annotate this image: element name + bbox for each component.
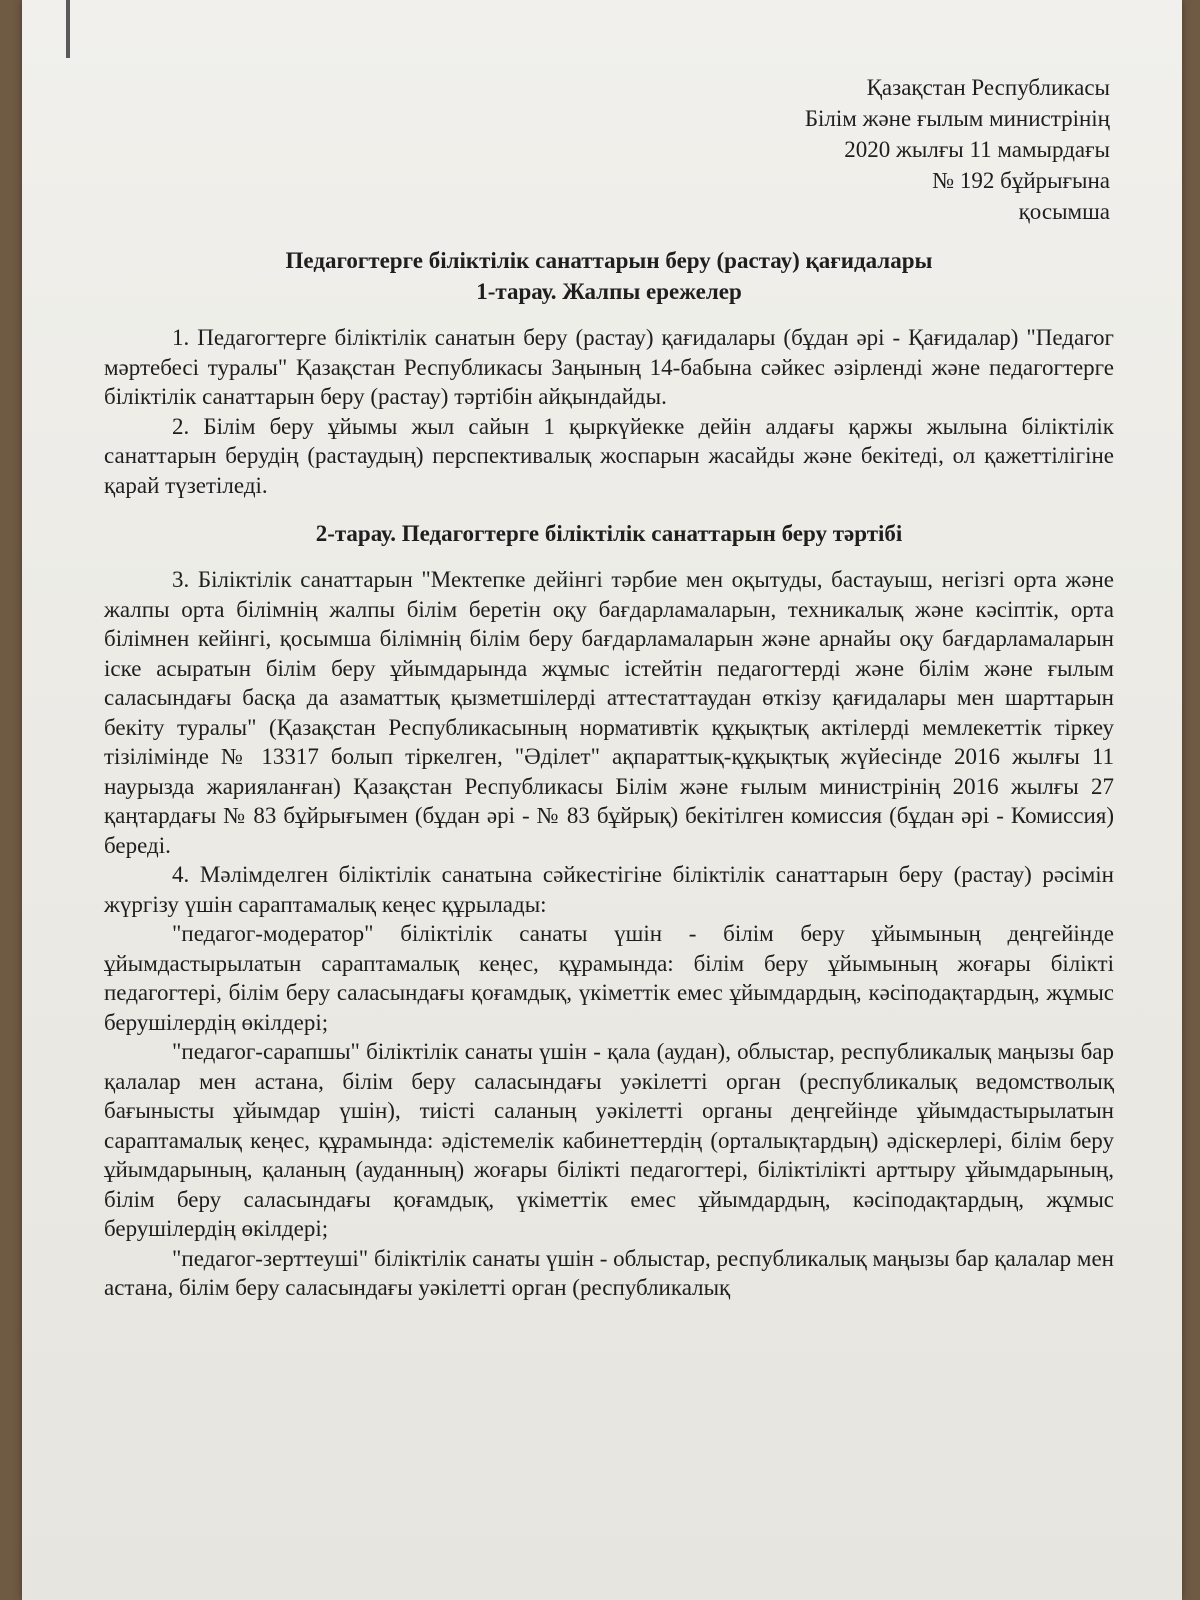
attachment-line: Қазақстан Республикасы	[866, 75, 1110, 100]
chapter-1-heading: 1-тарау. Жалпы ережелер	[476, 279, 742, 304]
paragraph-moderator: "педагог-модератор" біліктілік санаты үшін - білім беру ұйымының деңгейінде ұйымдастырылатын сараптамалық кеңес, құрамында: білім беру ұйымының жоғары білікті педагогтері, білім беру саласындағы қоғамдық, үкіметтік емес ұйымдардың, кәсіподақтардың, жұмыс берушілердің өкілдері;	[104, 921, 1114, 1035]
staple-mark	[66, 0, 70, 58]
attachment-line: Білім және ғылым министрінің	[804, 106, 1110, 131]
paragraph-expert: "педагог-сарапшы" біліктілік санаты үшін - қала (аудан), облыстар, республикалық маңызы бар қалалар мен астана, білім беру саласындағы уәкілетті орган (республикалық ведомстволық бағынысты ұйымдар үшін), тиісті саланың уәкілетті органы деңгейінде ұйымдастырылатын сараптамалық кеңес, құрамында: әдістемелік кабинеттердің (орталықтардың) әдіскерлері, білім беру ұйымдарының, қаланың (ауданның) жоғары білікті педагогтері, біліктілікті арттыру ұйымдарының, білім беру саласындағы қоғамдық, үкіметтік емес ұйымдардың, кәсіподақтардың, жұмыс берушілердің өкілдері;	[104, 1039, 1114, 1241]
attachment-line: қосымша	[1018, 199, 1110, 224]
attachment-header	[104, 72, 1110, 227]
paragraph-2: 2. Білім беру ұйымы жыл сайын 1 қыркүйекке дейін алдағы қаржы жылына біліктілік санаттарын берудің (растаудың) перспективалық жоспарын жасайды және бекітеді, ол қажеттілігіне қарай түзетіледі.	[104, 413, 1114, 498]
document-page	[22, 0, 1182, 1600]
chapter-2-body	[104, 565, 1114, 1303]
document-title: Педагогтерге біліктілік санаттарын беру (растау) қағидалары	[285, 248, 933, 273]
paragraph-4: 4. Мәлімделген біліктілік санатына сәйкестігіне біліктілік санаттарын беру (растау) рәсімін жүргізу үшін сараптамалық кеңес құрылады:	[104, 862, 1114, 917]
chapter-1-body	[104, 323, 1114, 500]
paragraph-1: 1. Педагогтерге біліктілік санатын беру (растау) қағидалары (бұдан әрі - Қағидалар) "Педагог мәртебесі туралы" Қазақстан Республикасы Заңының 14-бабына сәйкес әзірленді және педагогтерге біліктілік санаттарын беру (растау) тәртібін айқындайды.	[104, 325, 1114, 409]
paragraph-3: 3. Біліктілік санаттарын "Мектепке дейінгі тәрбие мен оқытуды, бастауыш, негізгі орта және жалпы орта білімнің жалпы білім беретін оқу бағдарламаларын, техникалық және кәсіптік, орта білімнен кейінгі, қосымша білімнің білім беру бағдарламаларын және арнайы оқу бағдарламаларын іске асыратын білім беру ұйымдарында жұмыс істейтін педагогтерді және білім және ғылым саласындағы басқа да азаматтық қызметшілерді аттестаттаудан өткізу қағидалары мен шарттарын бекіту туралы" (Қазақстан Республикасының нормативтік құқықтық актілерді мемлекеттік тіркеу тізілімінде № 13317 болып тіркелген, "Әділет" ақпараттық-құқықтық жүйесінде 2016 жылғы 11 наурызда жарияланған) Қазақстан Республикасы Білім және ғылым министрінің 2016 жылғы 27 қаңтардағы № 83 бұйрығымен (бұдан әрі - № 83 бұйрық) бекітілген комиссия (бұдан әрі - Комиссия) береді.	[104, 567, 1114, 858]
document-content	[104, 72, 1114, 1303]
chapter-2-heading: 2-тарау. Педагогтерге біліктілік санаттарын беру тәртібі	[315, 521, 903, 546]
attachment-line: № 192 бұйрығына	[932, 168, 1110, 193]
paragraph-researcher: "педагог-зерттеуші" біліктілік санаты үшін - облыстар, республикалық маңызы бар қалалар мен астана, білім беру саласындағы уәкілетті орган (республикалық	[104, 1245, 1114, 1300]
attachment-line: 2020 жылғы 11 мамырдағы	[844, 137, 1110, 162]
